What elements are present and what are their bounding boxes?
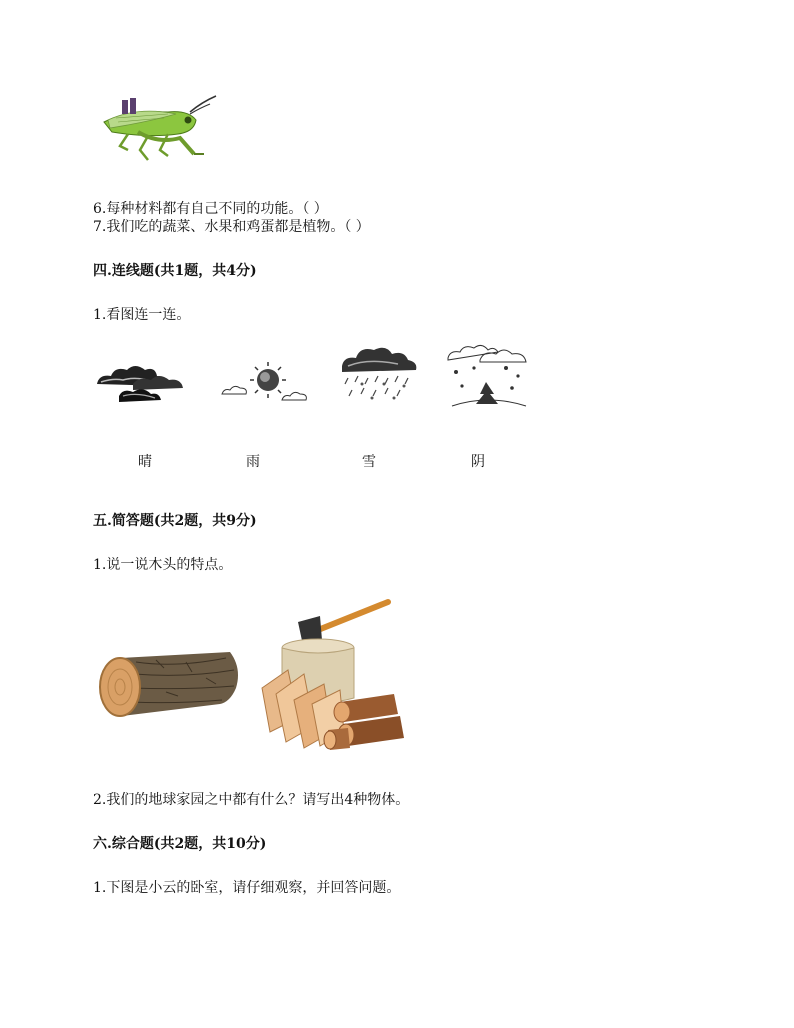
- question-7: 7.我们吃的蔬菜、水果和鸡蛋都是植物。（ ）: [93, 219, 370, 235]
- section-5-title: 五.简答题(共2题，共9分): [93, 513, 257, 529]
- wood-log-image: [96, 648, 242, 722]
- rainy-image: [338, 344, 420, 406]
- section-5-question-1: 1.说一说木头的特点。: [93, 557, 233, 573]
- question-6: 6.每种材料都有自己不同的功能。（ ）: [93, 201, 328, 217]
- section-4-question-1: 1.看图连一连。: [93, 307, 191, 323]
- axe-firewood-image: [248, 598, 408, 756]
- cloudy-image: [93, 360, 193, 406]
- word-snow: 雪: [362, 454, 376, 470]
- word-overcast: 阴: [471, 454, 485, 470]
- sunny-image: [218, 360, 312, 406]
- word-rain: 雨: [246, 454, 260, 470]
- grasshopper-image: [98, 92, 220, 164]
- section-6-title: 六.综合题(共2题，共10分): [93, 836, 267, 852]
- section-4-title: 四.连线题(共1题，共4分): [93, 263, 257, 279]
- section-5-question-2: 2.我们的地球家园之中都有什么？请写出4种物体。: [93, 792, 410, 808]
- word-sunny: 晴: [138, 454, 152, 470]
- snowy-image: [446, 342, 530, 408]
- section-6-question-1: 1.下图是小云的卧室，请仔细观察，并回答问题。: [93, 880, 401, 896]
